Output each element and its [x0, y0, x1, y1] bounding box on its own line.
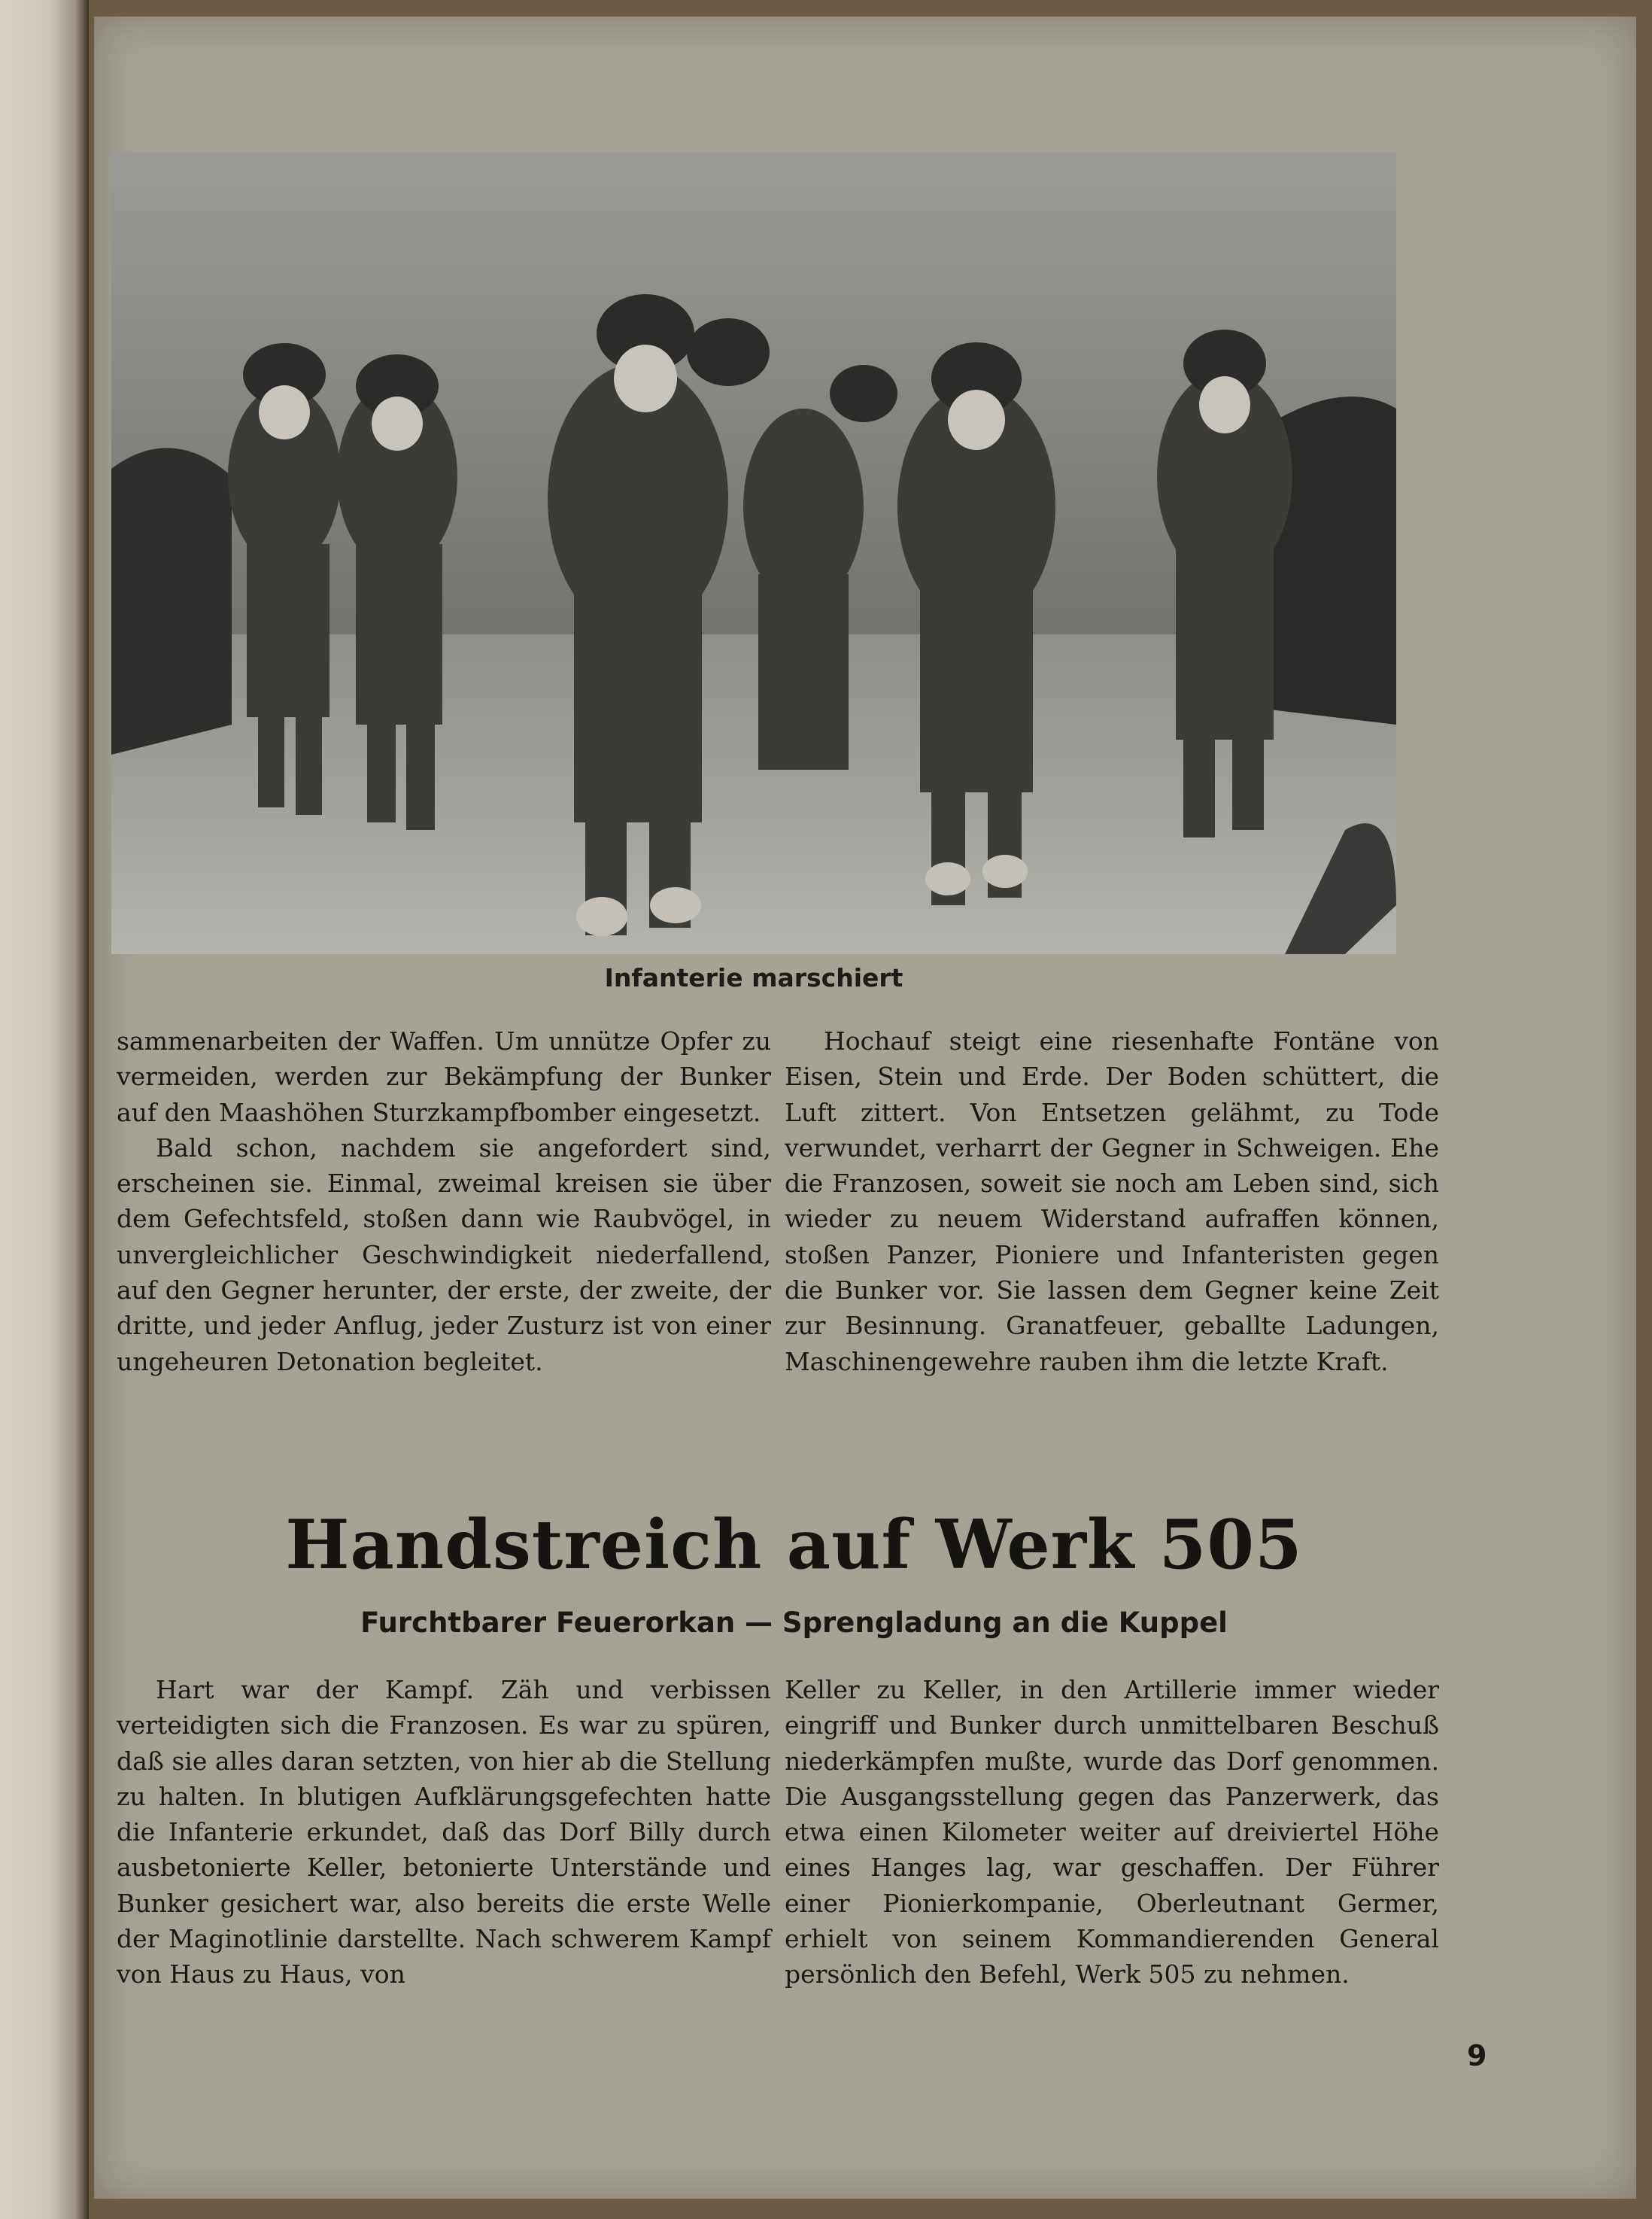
section-subheadline: Furchtbarer Feuerorkan — Sprengladung an die Kuppel [360, 1606, 1228, 1639]
infantry-photo [111, 153, 1396, 954]
section-headline: Handstreich auf Werk 505 [285, 1505, 1303, 1585]
paragraph: Hochauf steigt eine riesenhafte Fontäne von Eisen, Stein und Erde. Der Boden schüttert, die Luft zittert. Von Entsetzen gelähmt, zu Tode verwundet, verharrt der Gegner in Schweigen. Ehe die Franzosen, soweit sie noch am Leben sind, sich wieder zu neuem Widerstand aufraffen können, stoßen Panzer, Pioniere und Infanteristen gegen die Bunker vor. Sie lassen dem Gegner keine Zeit zur Besinnung. Granatfeuer, geballte Ladungen, Maschinengewehre rauben ihm die letzte Kraft. [785, 1026, 1439, 1376]
article-column-1 [117, 1023, 771, 1379]
paragraph: Hart war der Kampf. Zäh und verbissen verteidigten sich die Franzosen. Es war zu spüren, daß sie alles daran setzten, von hier ab die Stellung zu halten. In blutigen Aufklärungsgefechten hatte die Infanterie erkundet, daß das Dorf Billy durch ausbetonierte Keller, betonierte Unterstände und Bunker gesichert war, also bereits die erste Welle der Maginotlinie darstellte. Nach schwerem Kampf von Haus zu Haus, von [117, 1675, 771, 1990]
page-number: 9 [1467, 2039, 1487, 2072]
paragraph: Bald schon, nachdem sie angefordert sind, erscheinen sie. Einmal, zweimal kreisen sie über dem Gefechtsfeld, stoßen dann wie Raubvögel, in unvergleichlicher Geschwindigkeit niederfallend, auf den Gegner herunter, der erste, der zweite, der dritte, und jeder Anflug, jeder Zusturz ist von einer ungeheuren Detonation begleitet. [117, 1132, 771, 1376]
paragraph: Keller zu Keller, in den Artillerie immer wieder eingriff und Bunker durch unmittelbaren Beschuß niederkämpfen mußte, wurde das Dorf genommen. Die Ausgangsstellung gegen das Panzerwerk, das etwa einen Kilometer weiter auf dreiviertel Höhe eines Hanges lag, war geschaffen. Der Führer einer Pionierkompanie, Oberleutnant Germer, erhielt von seinem Kommandierenden General persönlich den Befehl, Werk 505 zu nehmen. [785, 1675, 1439, 1990]
photo-caption: Infanterie marschiert [604, 963, 903, 992]
section-column-1 [117, 1672, 771, 1993]
facing-page-edge [0, 0, 89, 2219]
article-column-2 [785, 1023, 1439, 1379]
section-column-2 [785, 1672, 1439, 1993]
paragraph: sammenarbeiten der Waffen. Um unnütze Opfer zu vermeiden, werden zur Bekämpfung der Bunker auf den Maashöhen Sturzkampfbomber eingesetzt. [117, 1026, 771, 1127]
soldiers-marching-illustration [111, 153, 1396, 954]
